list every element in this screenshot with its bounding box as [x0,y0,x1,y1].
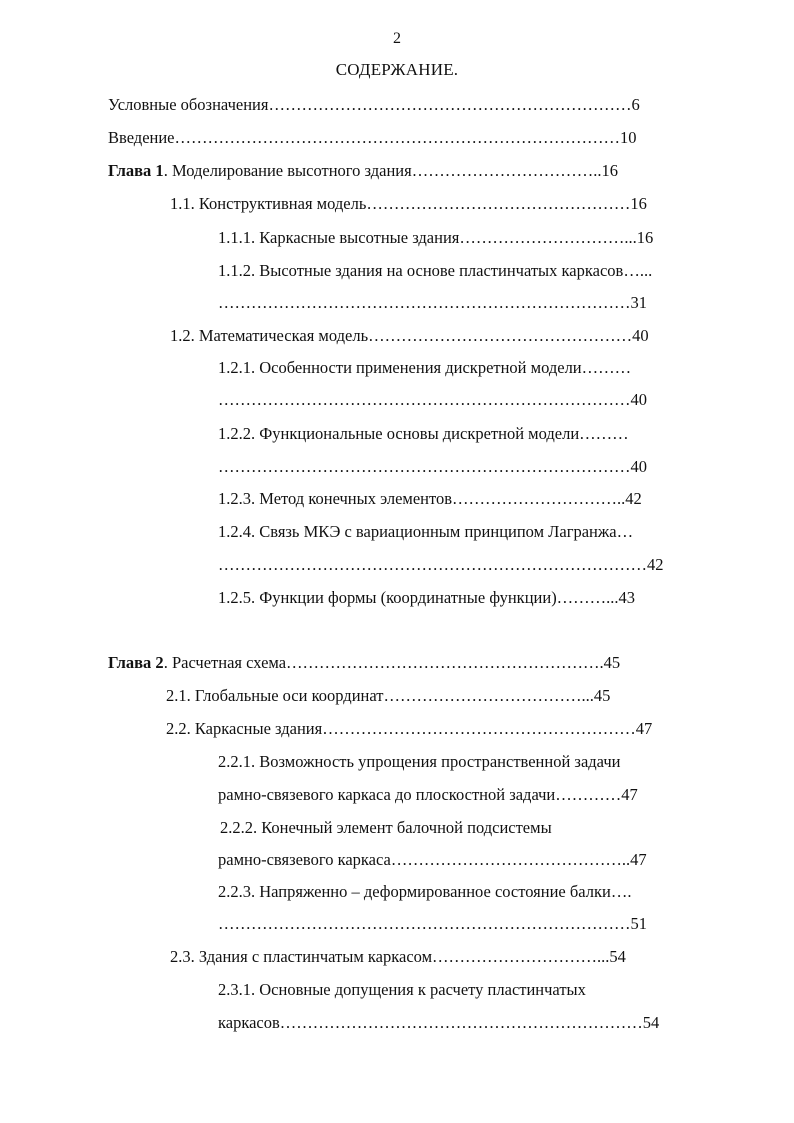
toc-entry: 1.1. Конструктивная модель…………………………………………16 [170,194,647,213]
page-number: 2 [393,30,401,47]
toc-entry: 2.2.1. Возможность упрощения пространственной задачи [218,752,621,771]
toc-entry: рамно-связевого каркаса до плоскостной задачи…………47 [218,785,638,804]
toc-entry: Условные обозначения…………………………………………………………6 [108,95,640,114]
toc-entry: 1.2.2. Функциональные основы дискретной модели……… [218,424,629,443]
toc-entry: 2.1. Глобальные оси координат………………………………...45 [166,686,611,705]
toc-entry: 1.2.1. Особенности применения дискретной модели……… [218,358,632,377]
toc-entry: 2.2.2. Конечный элемент балочной подсистемы [220,818,552,837]
toc-entry: 2.2.3. Напряженно – деформированное состояние балки…. [218,882,632,901]
toc-entry: Введение………………………………………………………………………10 [108,128,637,147]
toc-entry: …………………………………………………………………40 [218,390,647,409]
toc-entry: 1.1.2. Высотные здания на основе пластинчатых каркасов…... [218,261,653,280]
toc-entry: …………………………………………………………………31 [218,293,647,312]
toc-entry: …………………………………………………………………40 [218,457,647,476]
toc-entry: 1.2.3. Метод конечных элементов…………………………..42 [218,489,642,508]
toc-entry-text: . Расчетная схема………………………………………………….45 [163,653,621,672]
toc-chapter-label: Глава 2 [108,653,164,672]
toc-entry: 2.2. Каркасные здания…………………………………………………47 [166,719,653,738]
toc-entry: …………………………………………………………………51 [218,914,647,933]
toc-chapter-label: Глава 1 [108,161,164,180]
toc-entry: 1.2. Математическая модель…………………………………………40 [170,326,649,345]
toc-entry: 1.2.4. Связь МКЭ с вариационным принципом Лагранжа… [218,522,634,541]
toc-entry: 2.3. Здания с пластинчатым каркасом…………………………...54 [170,947,626,966]
toc-entry [108,653,620,673]
toc-entry: ……………………………………………………………………42 [218,555,664,574]
toc-entry: рамно-связевого каркаса……………………………………..47 [218,850,647,869]
toc-entry [108,161,618,181]
toc-entry: 1.1.1. Каркасные высотные здания…………………………...16 [218,228,654,247]
toc-entry: каркасов…………………………………………………………54 [218,1013,660,1032]
toc-entry: 1.2.5. Функции формы (координатные функции)………...43 [218,588,636,607]
toc-entry-text: . Моделирование высотного здания……………………………..16 [163,161,618,180]
toc-entry: 2.3.1. Основные допущения к расчету пластинчатых [218,980,586,999]
page-title: СОДЕРЖАНИЕ. [335,60,459,79]
